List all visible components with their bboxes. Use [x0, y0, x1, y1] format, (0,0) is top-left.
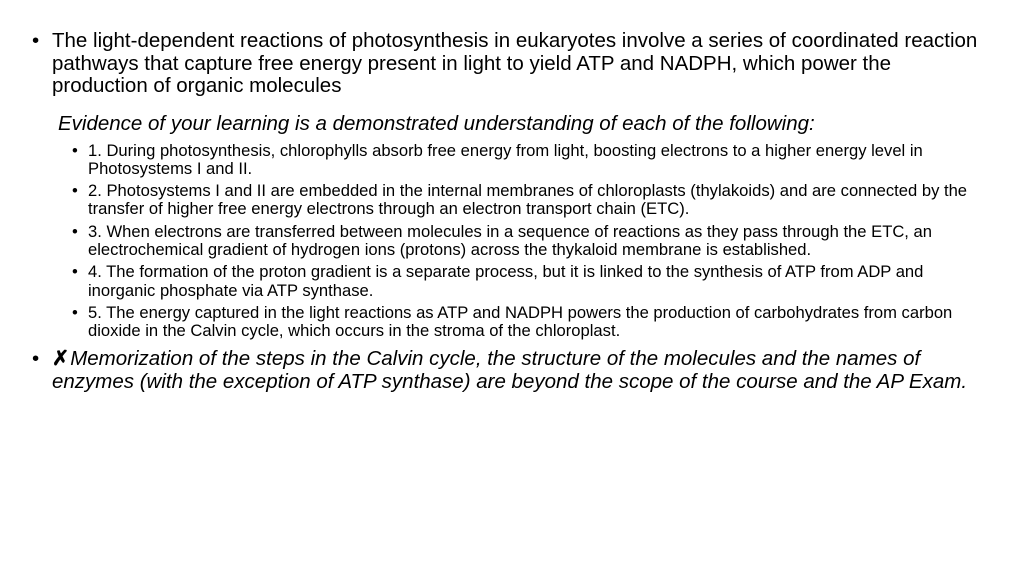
exclusion-bullet — [30, 348, 984, 393]
x-mark-icon: ✗ — [52, 347, 70, 371]
bullet-icon: • — [72, 140, 78, 160]
intro-bullet — [30, 30, 984, 98]
list-item-text: 4. The formation of the proton gradient is a separate process, but it is linked to the synthesis of ATP from ADP and inorganic phosphate via ATP synthase. — [88, 262, 924, 300]
bullet-icon: • — [72, 262, 78, 282]
list-item — [30, 263, 984, 300]
list-item-text: 3. When electrons are transferred between molecules in a sequence of reactions as they pass through the ETC, an electrochemical gradient of hydrogen ions (protons) across the thykaloid membrane is established. — [88, 221, 932, 259]
list-item-text: 2. Photosystems I and II are embedded in the internal membranes of chloroplasts (thylakoids) and are connected by the transfer of higher free energy electrons through an electron transport chain (ETC). — [88, 181, 968, 219]
list-item-text: 5. The energy captured in the light reactions as ATP and NADPH powers the production of carbohydrates from carbon dioxide in the Calvin cycle, which occurs in the stroma of the chloroplast. — [88, 302, 953, 341]
bullet-icon: • — [72, 181, 78, 201]
bullet-icon: • — [32, 29, 40, 52]
list-item — [30, 142, 984, 179]
exclusion-text: Memorization of the steps in the Calvin cycle, the structure of the molecules and the names of enzymes (with the exception of ATP synthase) are beyond the scope of the course and the AP Exam. — [52, 347, 968, 393]
learning-objectives-list — [30, 142, 984, 341]
bullet-icon: • — [32, 347, 40, 371]
list-item — [30, 223, 984, 260]
evidence-heading: Evidence of your learning is a demonstrated understanding of each of the following: — [58, 111, 815, 135]
list-item-text: 1. During photosynthesis, chlorophylls absorb free energy from light, boosting electrons to a higher energy level in Photosystems I and II. — [88, 140, 923, 178]
bullet-icon: • — [72, 302, 78, 322]
list-item — [30, 182, 984, 219]
bullet-icon: • — [72, 221, 78, 241]
intro-text: The light-dependent reactions of photosynthesis in eukaryotes involve a series of coordinated reaction pathways that capture free energy present in light to yield ATP and NADPH, which power the production of organic molecules — [52, 29, 978, 97]
list-item — [30, 304, 984, 341]
